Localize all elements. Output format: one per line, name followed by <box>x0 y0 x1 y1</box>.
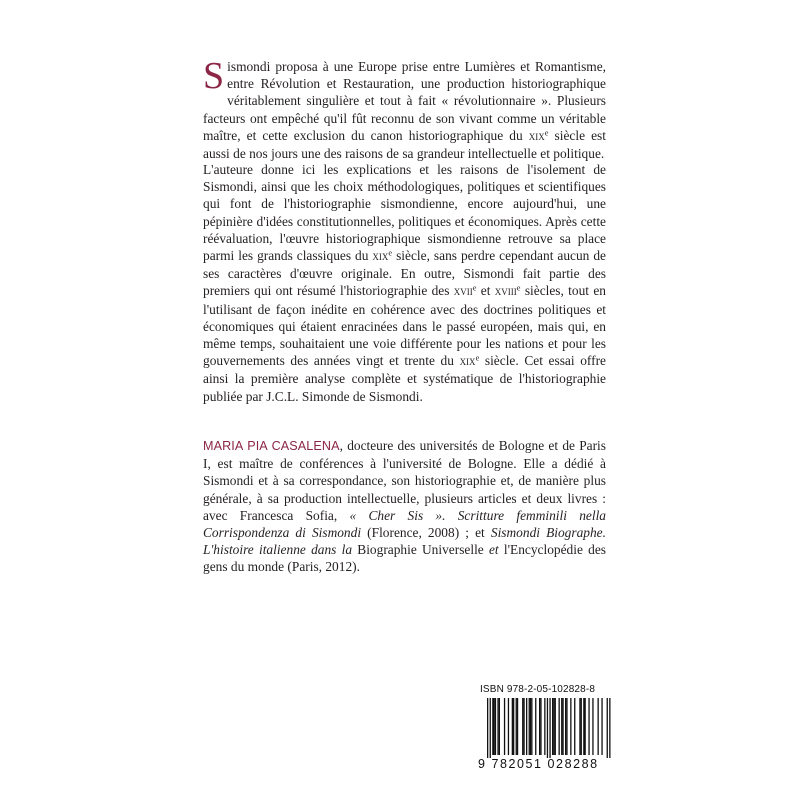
barcode-bar <box>530 698 531 755</box>
barcode-bar <box>540 698 541 755</box>
barcode-bar <box>494 698 495 755</box>
barcode-bar <box>553 698 554 755</box>
century-sup: e <box>475 353 480 363</box>
author-name: MARIA PIA CASALENA <box>203 439 340 453</box>
barcode-bar <box>583 698 584 755</box>
barcode-bar <box>574 698 575 755</box>
century-xix: xix <box>372 249 389 264</box>
blurb-paragraph-2 <box>203 161 606 405</box>
barcode-bar <box>513 698 514 755</box>
barcode-bar <box>552 698 553 755</box>
century-sup: e <box>516 283 521 293</box>
barcode-bar <box>531 698 532 755</box>
isbn-label: ISBN 978-2-05-102828-8 <box>480 684 596 695</box>
barcode-bar <box>539 698 540 755</box>
barcode-bar <box>499 698 500 755</box>
blurb-p2-a: L'auteure donne ici les explications et les raisons de l'isolement de Sismondi, ainsi que les choix méthodologiques, politiques et scientifiques qui font de l'historiographie sismondienne, encore aujourd'hui, une pépinière d'idées constitutionnelles, politiques et économiques. Après cette réévaluation, l'œuvre historiographique sismondienne retrouve sa place parmi les grands classiques du <box>203 162 606 264</box>
blurb-paragraph-1 <box>203 55 606 162</box>
barcode-bar <box>566 698 567 755</box>
barcode-bar <box>497 698 498 755</box>
barcode-bar <box>516 698 517 755</box>
drop-cap: S <box>203 55 225 97</box>
barcode-bar <box>570 698 571 755</box>
blurb-p1-text: ismondi proposa à une Europe prise entre Lumières et Romantisme, entre Révolution et Restauration, une production historiographique véritablement singulière et tout à fait « révolutionnaire ». Plusieurs facteurs ont empêché qu'il fût reconnu de son vivant comme un véritable maître, et cette exclusion du canon historiographique du <box>203 59 606 143</box>
barcode-bar <box>526 698 527 755</box>
barcode-guard-bar <box>487 698 488 758</box>
blurb-p2-e: siècle. Cet essai offre ainsi la première analyse complète et systématique de l'historiographie publiée par J.C.L. Simonde de Sismondi. <box>203 353 606 404</box>
bio-text-b: (Florence, 2008) ; et <box>361 525 491 541</box>
barcode-bar <box>517 698 518 755</box>
bio-text-c: Biographie Universelle <box>352 542 489 558</box>
barcode-bar <box>581 698 582 755</box>
bio-text-d: l' <box>498 542 511 558</box>
author-bio <box>203 437 606 576</box>
barcode-bar <box>592 698 593 755</box>
barcode-digits: 9 782051 028288 <box>478 757 599 771</box>
barcode-guard-bar <box>490 698 491 758</box>
barcode-bar <box>601 698 602 755</box>
bio-et: et <box>488 542 499 558</box>
barcode-guard-bar <box>607 698 608 758</box>
barcode-bar <box>529 698 530 755</box>
barcode-bar <box>508 698 509 755</box>
barcode-bar <box>535 698 536 755</box>
barcode-bars <box>478 698 614 758</box>
barcode-bar <box>579 698 580 755</box>
barcode-bar <box>588 698 589 755</box>
blurb-p1-end: siècle est aussi de nos jours une des raisons de sa grandeur intellectuelle et politique. <box>203 127 606 162</box>
century-xvii: xvii <box>453 284 473 299</box>
barcode-bar <box>585 698 586 755</box>
barcode-bar <box>562 698 563 755</box>
book-title-2: Sismondi Biographe. L'histoire italienne dans la <box>203 525 606 558</box>
barcode-guard-bar <box>609 698 610 758</box>
blurb-p2-c: et <box>476 283 495 299</box>
barcode-bar <box>598 698 599 755</box>
barcode-guard-bar <box>549 698 550 758</box>
blurb-p2-d: siècles, tout en l'utilisant de façon inédite en cohérence avec des doctrines politiques et économiques qui étaient enracinées dans le passé européen, mais qui, en même temps, souhaitaient une voie différente pour les nations et pour les gouvernements des années vingt et trente du <box>203 283 606 369</box>
blurb-p2-b: siècle, sans perdre cependant aucun de ses caractères d'œuvre originale. En outre, Sismondi fait partie des premiers qui ont résumé l'historiographie des <box>203 248 606 299</box>
barcode-bar <box>504 698 505 755</box>
barcode-guard-bar <box>547 698 548 758</box>
barcode-bar <box>559 698 560 755</box>
barcode-bar <box>561 698 562 755</box>
barcode-bar <box>512 698 513 755</box>
barcode-bar <box>555 698 556 755</box>
bio-text-e: Encyclopédie des gens du monde (Paris, 2012). <box>203 542 607 575</box>
barcode-bar <box>544 698 545 755</box>
century-xix: xix <box>459 354 476 369</box>
century-xix: xix <box>528 128 545 143</box>
century-xviii: xviii <box>494 284 517 299</box>
bio-text-a: , docteure des universités de Bologne et de Paris I, est maître de conférences à l'université de Bologne. Elle a dédié à Sismondi et à sa correspondance, son historiographie et, de manière plus générale, à sa production intellectuelle, plusieurs articles et deux livres : avec Francesca Sofia, <box>203 438 606 523</box>
barcode-bar <box>523 698 524 755</box>
century-sup: e <box>472 283 477 293</box>
barcode-bar <box>492 698 493 755</box>
century-sup: e <box>544 128 549 138</box>
isbn-barcode <box>478 684 614 775</box>
barcode-bar <box>565 698 566 755</box>
book-title-1: « Cher Sis ». Scritture femminili nella Corrispondenza di Sismondi <box>203 507 607 541</box>
barcode-bar <box>522 698 523 755</box>
century-sup: e <box>388 248 393 258</box>
barcode-bar <box>495 698 496 755</box>
